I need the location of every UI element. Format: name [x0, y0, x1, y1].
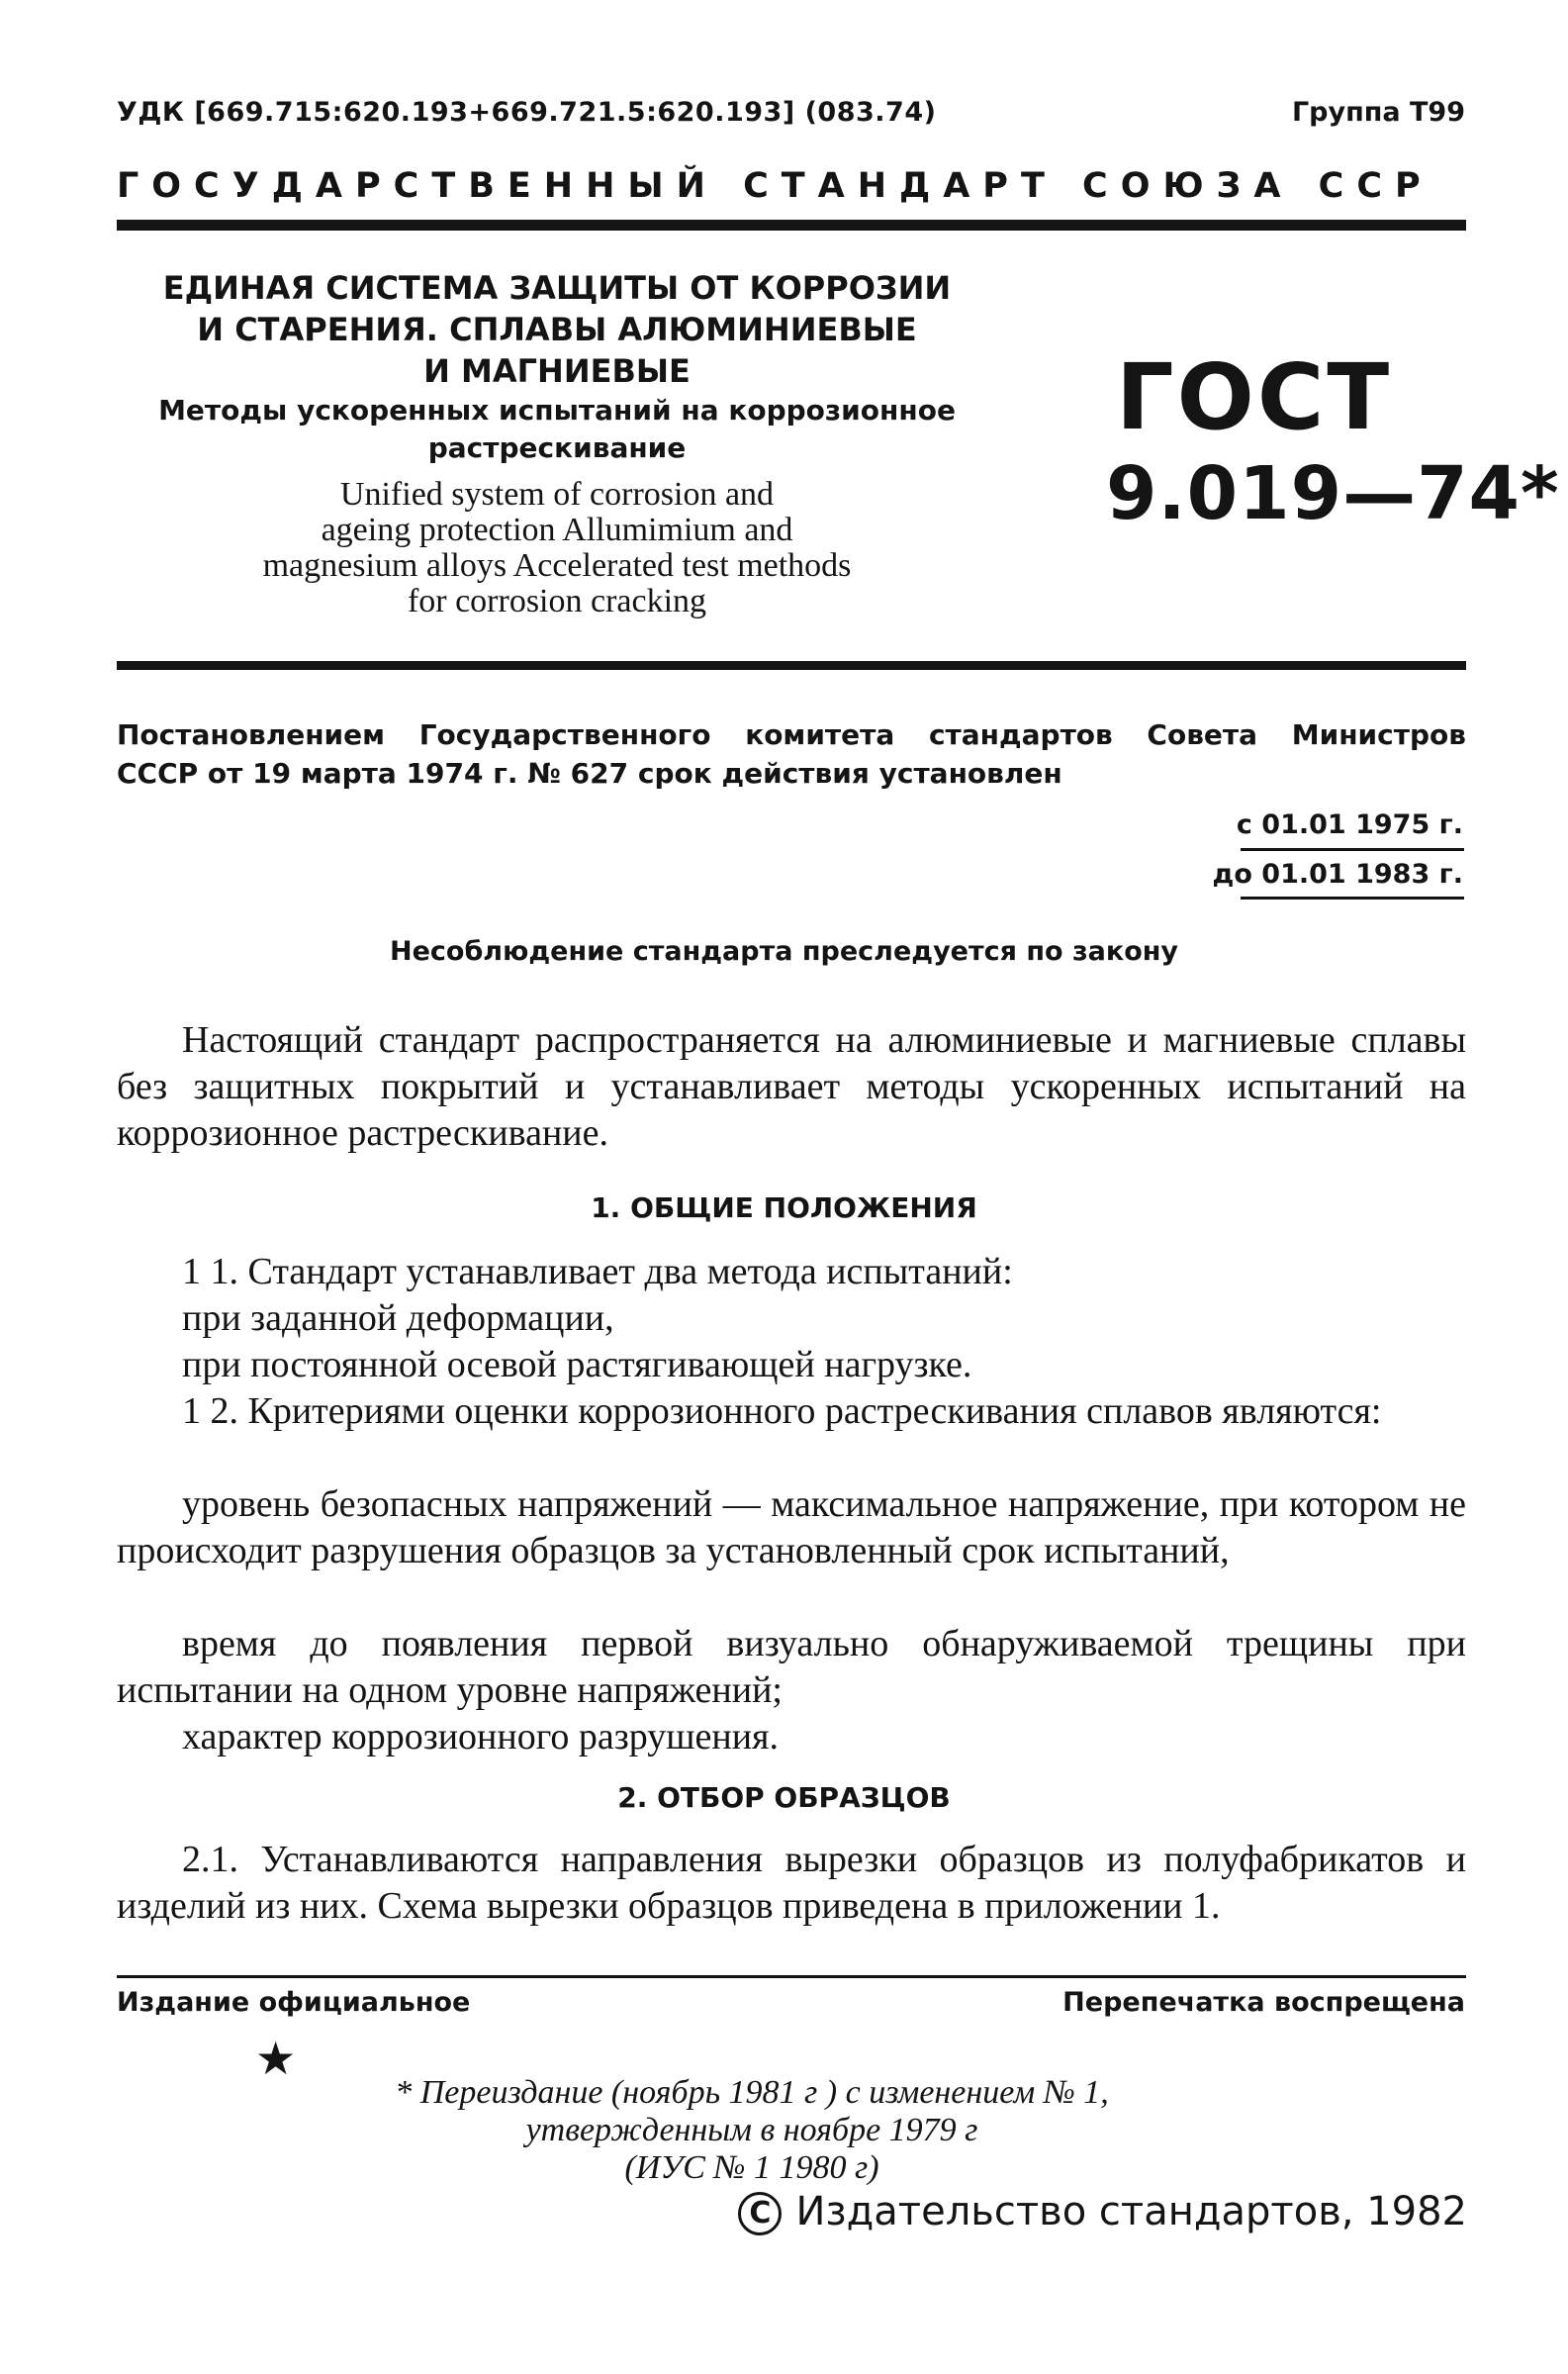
validity-date-from: с 01.01 1975 г.	[1236, 809, 1463, 840]
gost-number: 9.019—74*	[1106, 451, 1560, 536]
reissue-line-2: утвержденным в ноябре 1979 г	[525, 2112, 978, 2148]
clause-1-1-item-b: при постоянной осевой растягивающей нагрузке.	[182, 1344, 972, 1385]
clause-1-2-item-b: время до появления первой визуально обнаруживаемой трещины при испытании на одном уровне напряжений;	[117, 1623, 1466, 1711]
reissue-line-3: (ИУС № 1 1980 г)	[624, 2149, 879, 2186]
section-1-heading: 1. ОБЩИЕ ПОЛОЖЕНИЯ	[591, 1191, 977, 1224]
title-rule	[117, 661, 1466, 670]
english-title-line-4: for corrosion cracking	[407, 583, 707, 619]
clause-1-2-item-a: уровень безопасных напряжений — максимальное напряжение, при котором не происходит разрушения образцов за установленный срок испытаний,	[117, 1483, 1466, 1571]
validity-date-to: до 01.01 1983 г.	[1212, 859, 1463, 890]
english-title-line-2: ageing protection Allumimium and	[321, 512, 793, 548]
footer-rule	[117, 1975, 1466, 1978]
reissue-note	[317, 2074, 1187, 2187]
group-code: Группа Т99	[1291, 97, 1465, 128]
reissue-line-1: * Переиздание (ноябрь 1981 г ) с изменением № 1,	[395, 2074, 1109, 2111]
clause-1-1: 1 1. Стандарт устанавливает два метода испытаний:	[182, 1251, 1013, 1292]
header-rule	[117, 220, 1466, 231]
udk-code: УДК [669.715:620.193+669.721.5:620.193] (083.74)	[117, 97, 937, 128]
date-to-underline	[1241, 897, 1464, 900]
reprint-prohibited-label: Перепечатка воспрещена	[1062, 1987, 1465, 2018]
subtitle-line-1: Методы ускоренных испытаний на коррозионное	[158, 394, 956, 427]
date-from-underline	[1241, 848, 1464, 851]
star-icon: ★	[255, 2034, 297, 2084]
clause-1-2: 1 2. Критериями оценки коррозионного растрескивания сплавов являются:	[182, 1390, 1382, 1432]
clause-1-1-item-a: при заданной деформации,	[182, 1297, 614, 1339]
title-line-2: И СТАРЕНИЯ. СПЛАВЫ АЛЮМИНИЕВЫЕ	[197, 311, 917, 348]
decree-line-1: Постановлением Государственного комитета стандартов Совета Министров	[117, 718, 1466, 751]
title-line-3: И МАГНИЕВЫЕ	[423, 352, 691, 390]
official-edition-label: Издание официальное	[117, 1987, 471, 2018]
clause-2-1: 2.1. Устанавливаются направления вырезки образцов из полуфабрикатов и изделий из них. Схема вырезки образцов приведена в приложении 1.	[117, 1839, 1466, 1927]
intro-paragraph: Настоящий стандарт распространяется на алюминиевые и магниевые сплавы без защитных покрытий и устанавливает методы ускоренных испытаний на коррозионное растрескивание.	[117, 1019, 1466, 1154]
decree-line-2: СССР от 19 марта 1974 г. № 627 срок действия установлен	[117, 757, 1062, 790]
english-title-line-3: magnesium alloys Accelerated test methods	[262, 547, 852, 584]
title-block	[117, 267, 997, 619]
subtitle-line-2: растрескивание	[427, 431, 687, 464]
publisher-text: Издательство стандартов, 1982	[795, 2189, 1467, 2234]
copyright-icon: C	[738, 2192, 782, 2235]
english-title-line-1: Unified system of corrosion and	[339, 476, 775, 513]
clause-1-2-item-c: характер коррозионного разрушения.	[182, 1716, 780, 1757]
legal-warning: Несоблюдение стандарта преследуется по закону	[389, 936, 1179, 967]
title-line-1: ЕДИНАЯ СИСТЕМА ЗАЩИТЫ ОТ КОРРОЗИИ	[162, 269, 952, 307]
gost-label: ГОСТ	[1116, 344, 1393, 450]
copyright-line	[738, 2189, 1467, 2235]
section-2-heading: 2. ОТБОР ОБРАЗЦОВ	[617, 1781, 951, 1814]
state-standard-banner: ГОСУДАРСТВЕННЫЙ СТАНДАРТ СОЮЗА ССР	[117, 166, 1433, 206]
